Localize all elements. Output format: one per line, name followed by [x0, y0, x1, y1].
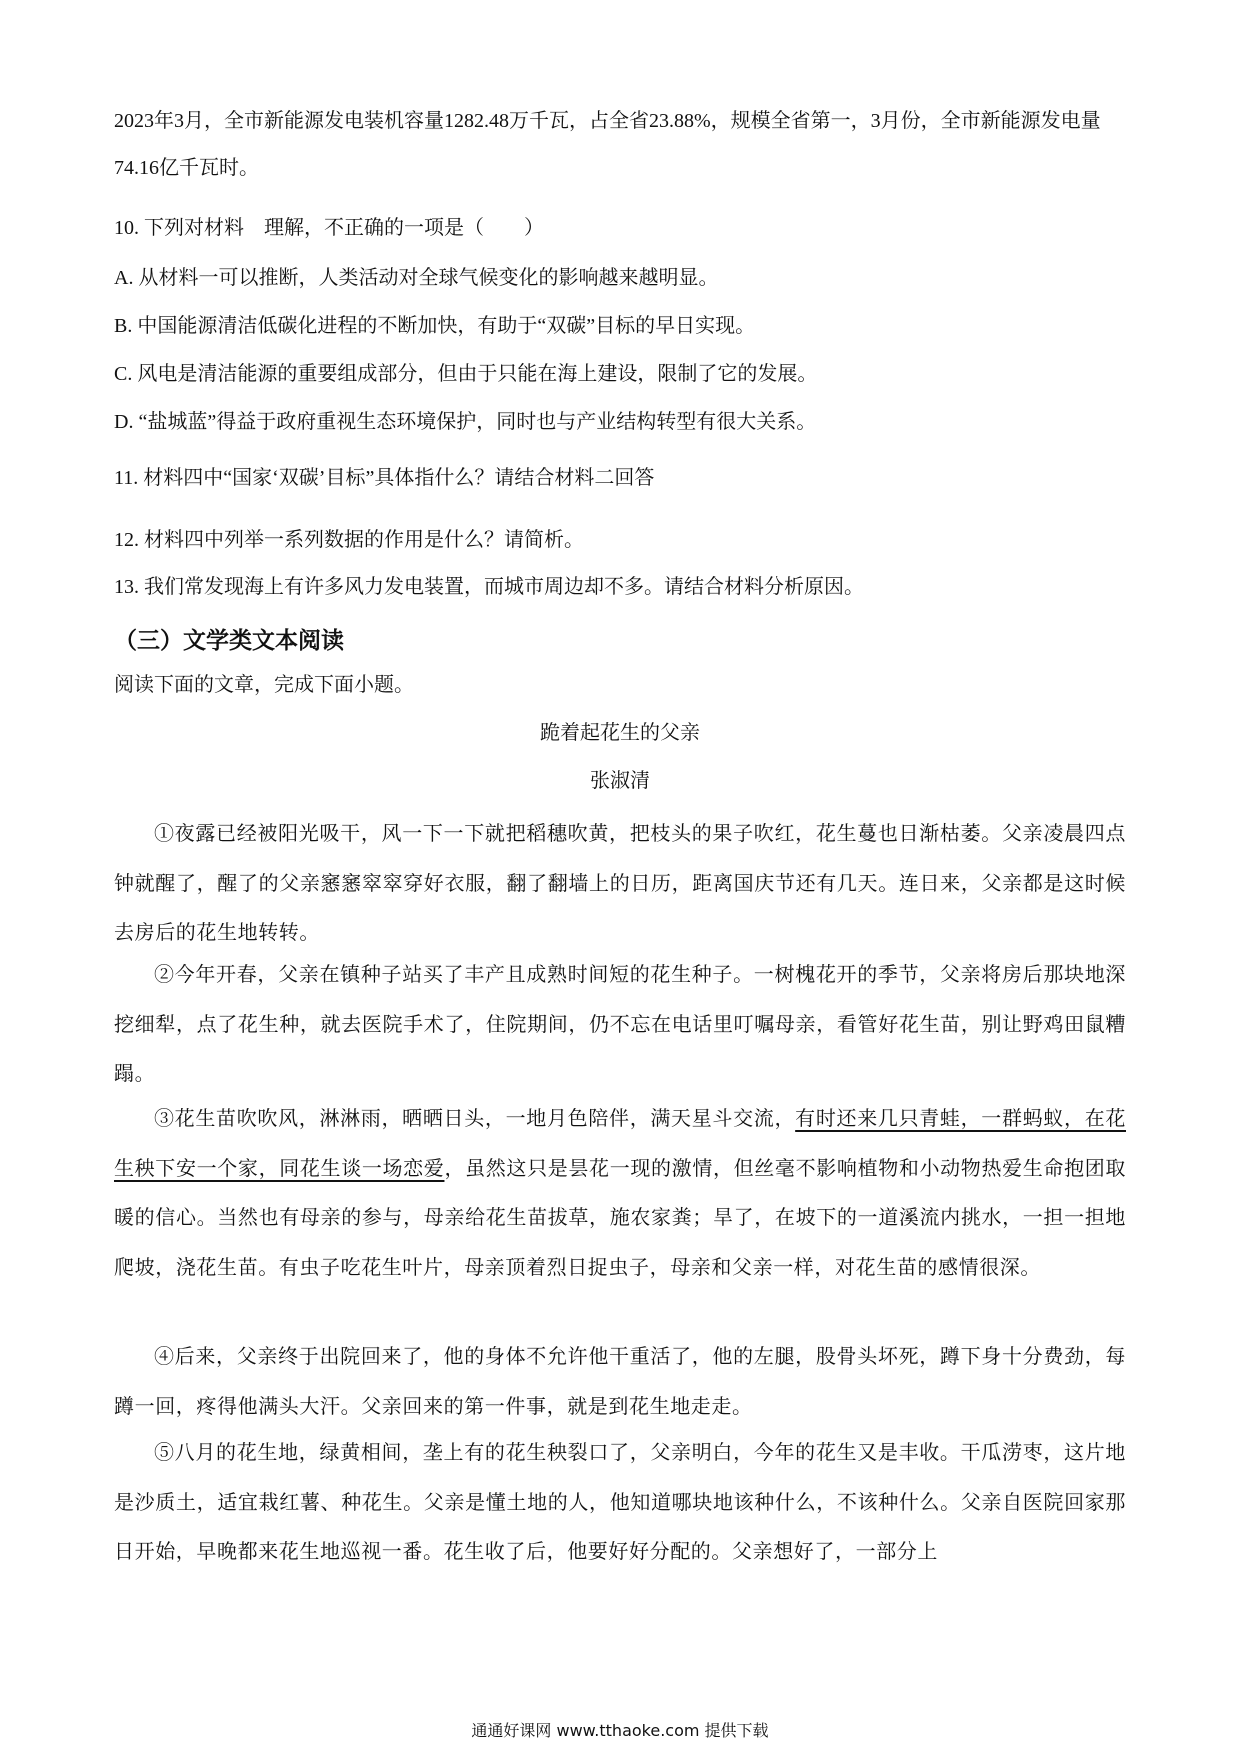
paragraph-3-text-after: ，虽然这只是昙花一现的激情，但丝毫不影响植物和小动物热爱生命抱团取暖的信心。当然也有母亲的参与，母亲给花生苗拔草，施农家粪；旱了，在坡下的一道溪流内挑水，一担一担地爬坡，浇花生苗。有虫子吃花生叶片，母亲顶着烈日捉虫子，母亲和父亲一样，对花生苗的感情很深。: [114, 1155, 1126, 1279]
page-footer: 通通好课网 www.tthaoke.com 提供下载: [471, 1721, 769, 1740]
question-13: 13. 我们常发现海上有许多风力发电装置，而城市周边却不多。请结合材料分析原因。: [114, 576, 864, 598]
question-10-option-c: C. 风电是清洁能源的重要组成部分，但由于只能在海上建设，限制了它的发展。: [114, 363, 818, 385]
article-paragraph-5: ⑤八月的花生地，绿黄相间，垄上有的花生秧裂口了，父亲明白，今年的花生又是丰收。干瓜涝枣，这片地是沙质土，适宜栽红薯、种花生。父亲是懂土地的人，他知道哪块地该种什么，不该种什么。父亲自医院回家那日开始，早晚都来花生地巡视一番。花生收了后，他要好好分配的。父亲想好了，一部分上: [114, 1440, 1126, 1563]
question-10-option-a: A. 从材料一可以推断，人类活动对全球气候变化的影响越来越明显。: [114, 267, 719, 289]
article-author: 张淑清: [590, 768, 650, 792]
article-paragraph-3: [114, 1094, 1126, 1292]
article-paragraph-4: ④后来，父亲终于出院回来了，他的身体不允许他干重活了，他的左腿，股骨头坏死，蹲下身十分费劲，每蹲一回，疼得他满头大汗。父亲回来的第一件事，就是到花生地走走。: [114, 1344, 1126, 1418]
reading-instruction: 阅读下面的文章，完成下面小题。: [114, 672, 414, 696]
intro-paragraph: 2023年3月，全市新能源发电装机容量1282.48万千瓦，占全省23.88%，规模全省第一，3月份，全市新能源发电量74.16亿千瓦时。: [114, 110, 1101, 179]
section-title: （三）文学类文本阅读: [114, 628, 344, 654]
article-title: 跪着起花生的父亲: [540, 720, 700, 744]
question-12: 12. 材料四中列举一系列数据的作用是什么？请简析。: [114, 529, 584, 551]
question-10-option-b: B. 中国能源清洁低碳化进程的不断加快，有助于“双碳”目标的早日实现。: [114, 315, 756, 337]
article-paragraph-2: ②今年开春，父亲在镇种子站买了丰产且成熟时间短的花生种子。一树槐花开的季节，父亲将房后那块地深挖细犁，点了花生种，就去医院手术了，住院期间，仍不忘在电话里叮嘱母亲，看管好花生苗，别让野鸡田鼠糟蹋。: [114, 962, 1126, 1085]
question-10-stem: 10. 下列对材料 理解，不正确的一项是（ ）: [114, 217, 544, 239]
paragraph-3-underlined-text: 有时还来几只青蛙，一群蚂蚁，在花生秧下安一个家，同花生谈一场恋爱: [114, 1106, 1126, 1180]
question-11: 11. 材料四中“国家‘双碳’目标”具体指什么？请结合材料二回答: [114, 467, 655, 489]
question-10-option-d: D. “盐城蓝”得益于政府重视生态环境保护，同时也与产业结构转型有很大关系。: [114, 411, 817, 433]
article-paragraph-1: ①夜露已经被阳光吸干，风一下一下就把稻穗吹黄，把枝头的果子吹红，花生蔓也日渐枯萎。父亲凌晨四点钟就醒了，醒了的父亲窸窸窣窣穿好衣服，翻了翻墙上的日历，距离国庆节还有几天。连日来，父亲都是这时候去房后的花生地转转。: [114, 821, 1126, 944]
paragraph-3-text-before: ③花生苗吹吹风，淋淋雨，晒晒日头，一地月色陪伴，满天星斗交流，: [154, 1106, 796, 1130]
